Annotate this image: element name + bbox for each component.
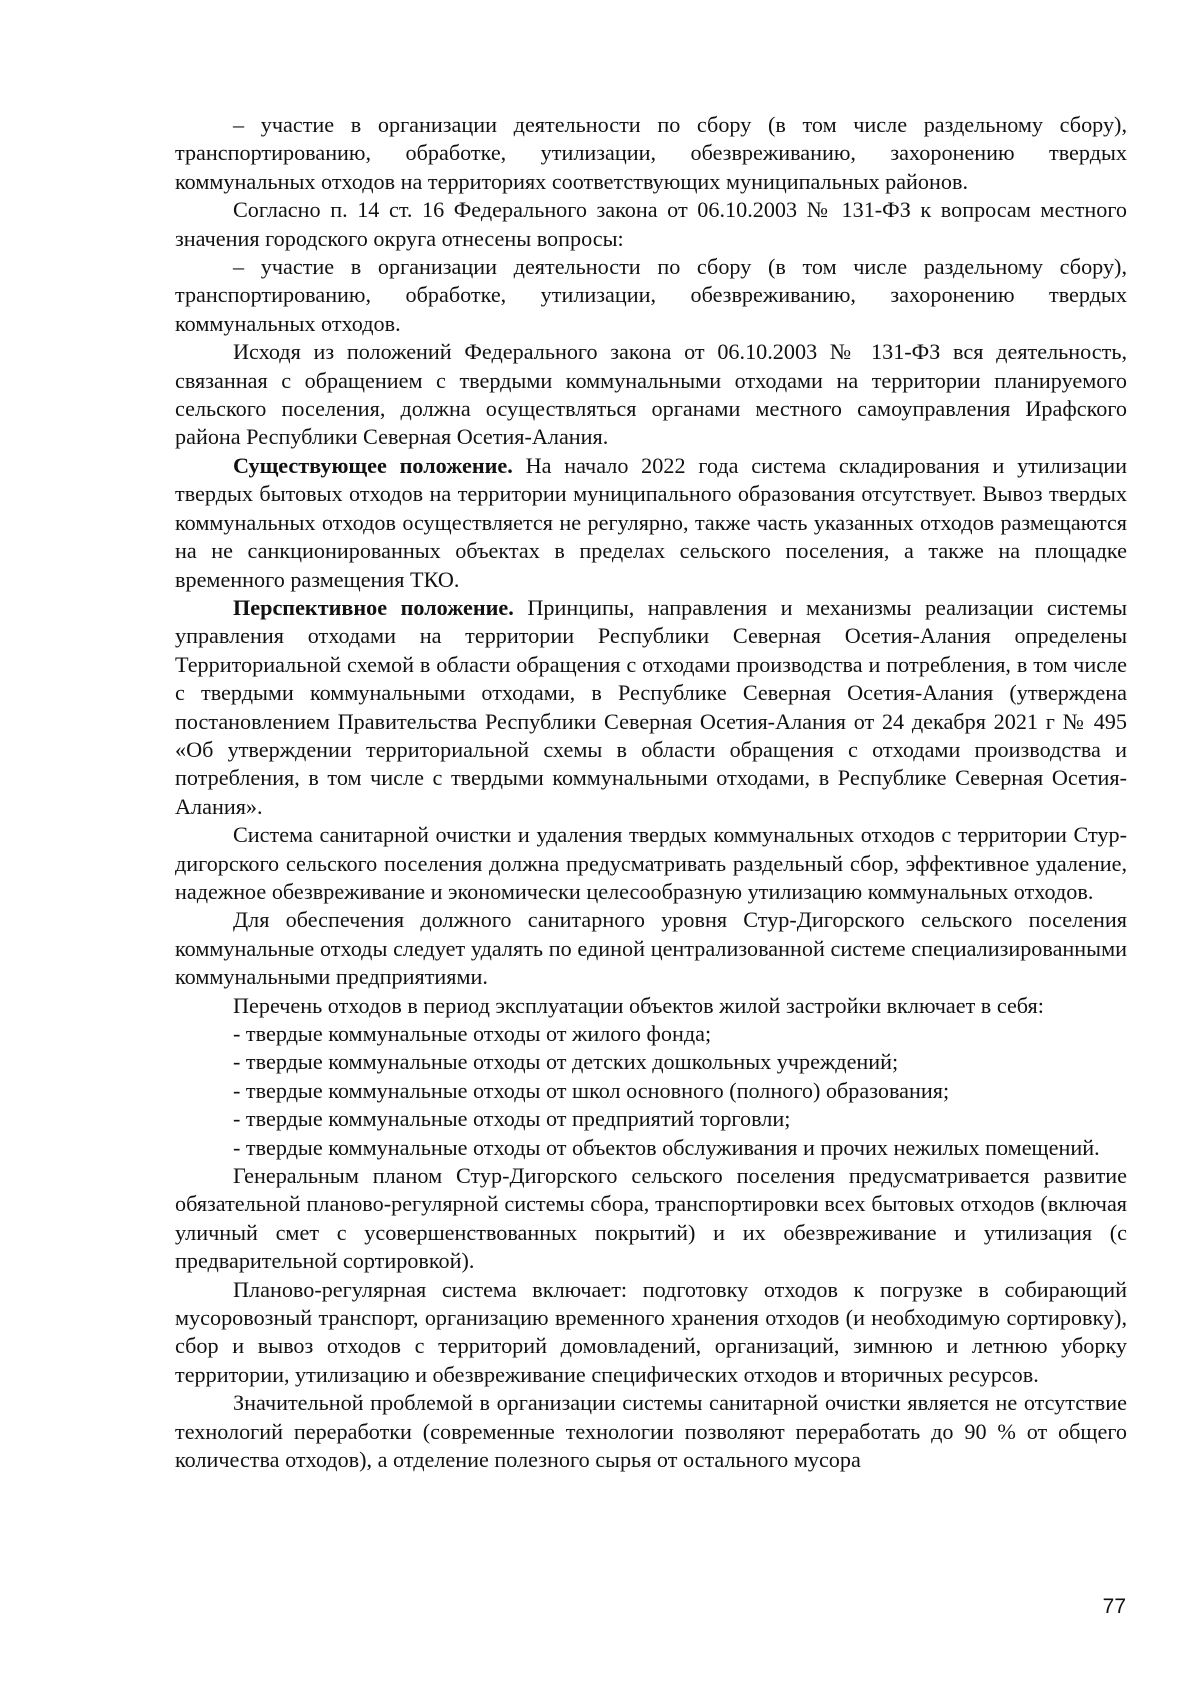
paragraph-7: Система санитарной очистки и удаления твердых коммунальных отходов с территории Стур-дигорского сельского поселения должна предусматривать раздельный сбор, эффективное удаление, надежное обезвреживание и экономически целесообразную утилизацию коммунальных отходов. [175, 822, 1127, 904]
paragraph-12: Значительной проблемой в организации системы санитарной очистки является не отсутствие технологий переработки (современные технологии позволяют переработать до 90 % от общего количества отходов), а отделение полезного сырья от остального мусора [175, 1390, 1127, 1473]
paragraph-perspective-situation: Перспективное положение. Принципы, направления и механизмы реализации системы управления отходами на территории Республики Северная Осетия-Алания определены Территориальной схемой в области обращения с отходами производства и потребления, в том числе с твердыми коммунальными отходами, в Республике Северная Осетия-Алания (утверждена постановлением Правительства Республики Северная Осетия-Алания от 24 декабря 2021 г № 495 «Об утверждении территориальной схемы в области обращения с отходами производства и потребления, в том числе с твердыми коммунальными отходами, в Республике Северная Осетия-Алания». [175, 594, 1127, 819]
page-number: 77 [1102, 1595, 1126, 1618]
list-item: - твердые коммунальные отходы от детских дошкольных учреждений; [233, 1049, 899, 1075]
paragraph-11: Планово-регулярная система включает: подготовку отходов к погрузке в собирающий мусоровозный транспорт, организацию временного хранения отходов (и необходимую сортировку), сбор и вывоз отходов с территорий домовладений, организаций, зимнюю и летнюю уборку территории, утилизацию и обезвреживание специфических отходов и вторичных ресурсов. [175, 1276, 1127, 1387]
list-item: - твердые коммунальные отходы от объектов обслуживания и прочих нежилых помещений. [233, 1134, 1100, 1160]
paragraph-10: Генеральным планом Стур-Дигорского сельского поселения предусматривается развитие обязательной планово-регулярной системы сбора, транспортировки всех бытовых отходов (включая уличный смет с усовершенствованных покрытий) и их обезвреживание и утилизация (с предварительной сортировкой). [175, 1163, 1127, 1274]
paragraph-existing-situation: Существующее положение. На начало 2022 года система складирования и утилизации твердых бытовых отходов на территории муниципального образования отсутствует. Вывоз твердых коммунальных отходов осуществляется не регулярно, также часть указанных отходов размещаются на не санкционированных объектах в пределах сельского поселения, а также на площадке временного размещения ТКО. [175, 452, 1127, 592]
paragraph-9: Перечень отходов в период эксплуатации объектов жилой застройки включает в себя: [233, 992, 1044, 1018]
list-item: - твердые коммунальные отходы от школ основного (полного) образования; [233, 1077, 950, 1103]
list-item: - твердые коммунальные отходы от предприятий торговли; [233, 1106, 791, 1132]
paragraph-3: – участие в организации деятельности по сбору (в том числе раздельному сбору), транспортированию, обработке, утилизации, обезвреживанию, захоронению твердых коммунальных отходов. [175, 254, 1127, 336]
paragraph-1: – участие в организации деятельности по сбору (в том числе раздельному сбору), транспортированию, обработке, утилизации, обезвреживанию, захоронению твердых коммунальных отходов на территориях соответствующих муниципальных районов. [175, 112, 1127, 194]
heading-existing-situation: Существующее положение. [233, 452, 513, 478]
paragraph-4: Исходя из положений Федерального закона от 06.10.2003 № 131-ФЗ вся деятельность, связанная с обращением с твердыми коммунальными отходами на территории планируемого сельского поселения, должна осуществляться органами местного самоуправления Ирафского района Республики Северная Осетия-Алания. [175, 339, 1127, 450]
document-body [175, 111, 1127, 1475]
paragraph-2: Согласно п. 14 ст. 16 Федерального закона от 06.10.2003 № 131-ФЗ к вопросам местного значения городского округа отнесены вопросы: [175, 197, 1127, 251]
heading-perspective-situation: Перспективное положение. [233, 594, 514, 620]
paragraph-8: Для обеспечения должного санитарного уровня Стур-Дигорского сельского поселения коммунальные отходы следует удалять по единой централизованной системе специализированными коммунальными предприятиями. [175, 907, 1127, 990]
list-item: - твердые коммунальные отходы от жилого фонда; [233, 1021, 712, 1046]
